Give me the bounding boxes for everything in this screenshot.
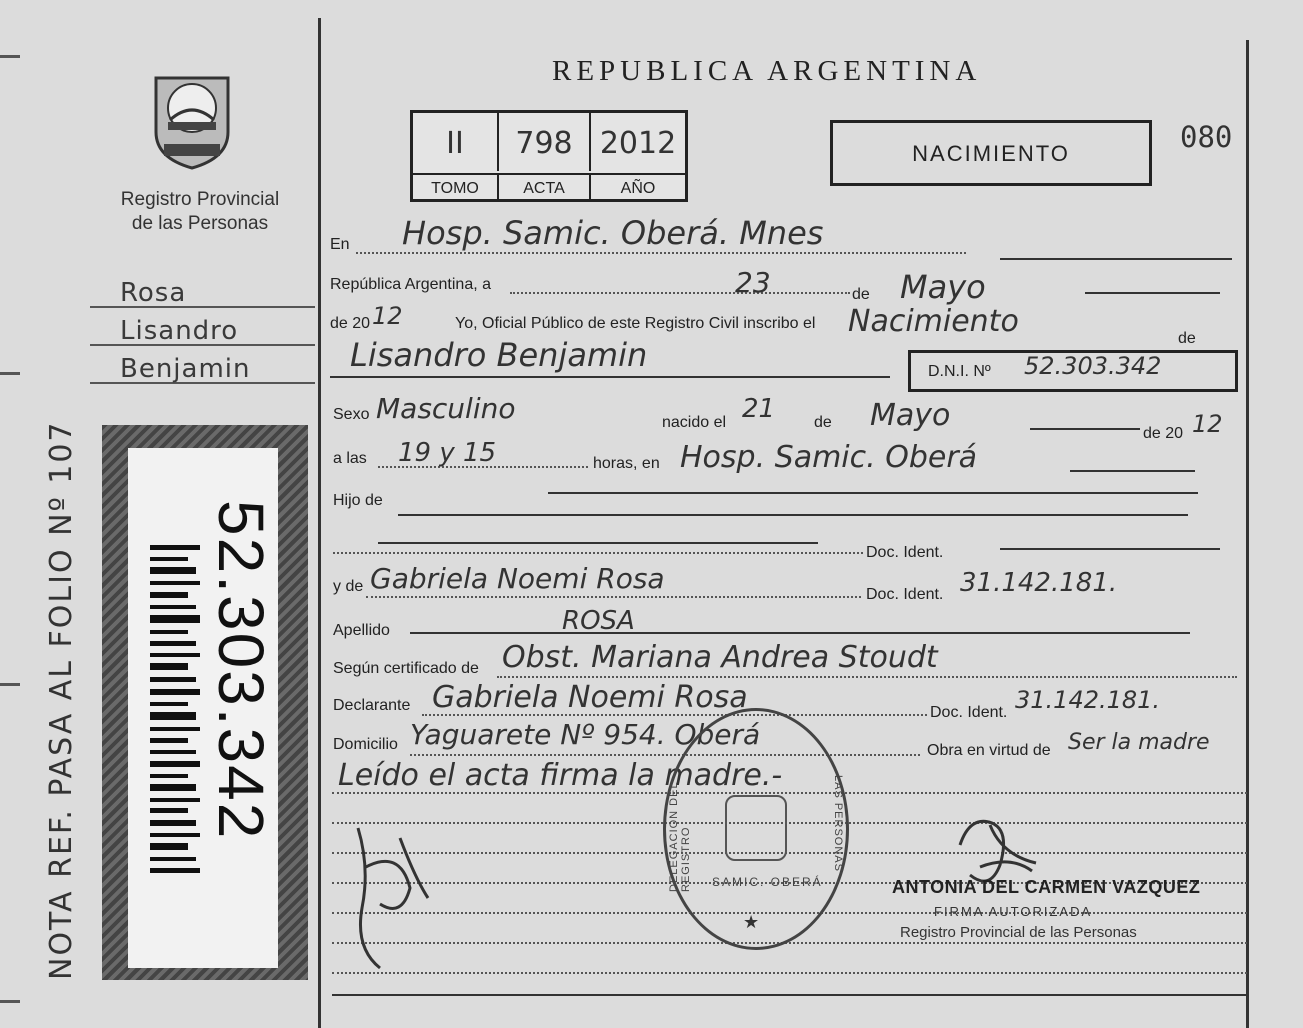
- barcode-bar: [150, 774, 188, 778]
- declarante-label: Declarante: [333, 697, 411, 714]
- sex-value: Masculino: [376, 392, 516, 425]
- yde-label: y de: [333, 578, 364, 595]
- registration-month: Mayo: [900, 268, 986, 306]
- fill-line: [398, 514, 1188, 516]
- republica-label: República Argentina, a: [330, 276, 491, 293]
- barcode-bar: [150, 592, 188, 598]
- record-type: NACIMIENTO: [830, 120, 1152, 186]
- barcode-bar: [150, 653, 200, 657]
- fill-line: [378, 542, 818, 544]
- hijo-label: Hijo de: [333, 492, 383, 509]
- registry-org-name: [95, 188, 305, 236]
- stub-surname: Rosa: [90, 278, 315, 308]
- segun-label: Según certificado de: [333, 660, 479, 677]
- fill-line: [1000, 548, 1220, 550]
- barcode-bar: [150, 605, 196, 609]
- barcode-bar: [150, 641, 196, 646]
- barcode-bar: [150, 750, 196, 754]
- fill-line: [410, 632, 1190, 634]
- binding-mark: [0, 683, 20, 686]
- binding-mark: [0, 372, 20, 375]
- serial-number: 080: [1180, 120, 1233, 154]
- dni-label: D.N.I. Nº: [928, 363, 991, 380]
- declarant-name: Gabriela Noemi Rosa: [432, 680, 748, 715]
- barcode-bar: [150, 545, 200, 550]
- org-line-2: de las Personas: [131, 213, 269, 234]
- obra-label: Obra en virtud de: [927, 742, 1051, 759]
- registration-day: 23: [735, 266, 771, 299]
- registration-year: 12: [372, 302, 403, 330]
- fill-line: [1000, 258, 1232, 260]
- barcode-bar: [150, 761, 200, 767]
- birth-year-prefix: de 20: [1143, 425, 1184, 442]
- barcode-bar: [150, 843, 188, 850]
- barcode-bar: [150, 712, 196, 720]
- misiones-emblem-icon: [146, 70, 238, 170]
- apellido-label: Apellido: [333, 622, 390, 639]
- barcode-bar: [150, 557, 188, 561]
- dotted-line: [333, 552, 863, 554]
- fill-line: [1070, 470, 1195, 472]
- birth-time: 19 y 15: [398, 438, 497, 468]
- binding-mark: [0, 1000, 20, 1003]
- barcode-bar: [150, 784, 196, 791]
- seal-emblem-icon: [725, 795, 787, 861]
- barcode-bar: [150, 615, 200, 623]
- mother-doc: 31.142.181.: [960, 568, 1118, 598]
- de-label-3: de: [814, 414, 832, 431]
- mother-name: Gabriela Noemi Rosa: [370, 562, 665, 595]
- seal-text-bottom: SAMIC. OBERÁ: [712, 875, 823, 889]
- barcode-bar: [150, 677, 196, 682]
- de-label-2: de: [1178, 330, 1196, 347]
- dotted-line: [332, 972, 1247, 974]
- fill-line: [548, 492, 1198, 494]
- declarant-signature-icon: [340, 808, 440, 978]
- dotted-line: [497, 676, 1237, 678]
- binding-mark: [0, 55, 20, 58]
- horas-label: horas, en: [593, 455, 660, 472]
- barcode-bar: [150, 868, 200, 873]
- official-org: Registro Provincial de las Personas: [900, 924, 1137, 941]
- barcode-bar: [150, 798, 200, 802]
- declarant-doc: 31.142.181.: [1015, 686, 1161, 714]
- right-border: [1246, 40, 1249, 1028]
- doc-label: Doc. Ident.: [866, 586, 944, 603]
- side-note-text: NOTA REF. PASA AL FOLIO Nº 107: [44, 420, 79, 980]
- inscribed-act: Nacimiento: [848, 304, 1019, 339]
- birth-place: Hosp. Samic. Oberá: [680, 440, 978, 475]
- dotted-line: [356, 252, 966, 254]
- dotted-line: [332, 942, 1247, 944]
- dni-value: 52.303.342: [1024, 352, 1162, 380]
- country-title: REPUBLICA ARGENTINA: [552, 55, 982, 87]
- closing-note: Leído el acta firma la madre.-: [338, 758, 783, 793]
- sexo-label: Sexo: [333, 406, 370, 423]
- fill-line: [330, 376, 890, 378]
- barcode-bar: [150, 738, 188, 743]
- en-label: En: [330, 236, 350, 253]
- registry-box: [410, 110, 688, 202]
- stub-dni: [205, 500, 282, 920]
- barcode-bar: [150, 630, 188, 634]
- barcode-bar: [150, 581, 200, 585]
- seal-text-right: LAS PERSONAS: [832, 775, 844, 872]
- bottom-rule: [332, 994, 1247, 996]
- stub-dni-number: 52.303.342: [205, 500, 277, 841]
- anio-label: AÑO: [591, 173, 685, 201]
- barcode-bar: [150, 857, 196, 861]
- dotted-line: [410, 754, 920, 756]
- dotted-line: [366, 596, 861, 598]
- acta-label: ACTA: [499, 173, 591, 201]
- surname-value: ROSA: [562, 606, 635, 636]
- barcode-bar: [150, 702, 188, 706]
- barcode-bar: [150, 820, 196, 826]
- person-name: Lisandro Benjamin: [350, 336, 648, 374]
- tomo-value: II: [413, 113, 499, 171]
- doc-label: Doc. Ident.: [866, 544, 944, 561]
- fill-line: [1030, 428, 1140, 430]
- yo-label: Yo, Oficial Público de este Registro Civil inscribo el: [455, 315, 816, 332]
- stub-given-name-1: Lisandro: [90, 316, 315, 346]
- stub-divider: [318, 18, 321, 1028]
- domicilio-label: Domicilio: [333, 736, 398, 753]
- place-of-registration: Hosp. Samic. Oberá. Mnes: [402, 214, 824, 252]
- tomo-label: TOMO: [413, 173, 499, 201]
- acta-value: 798: [499, 113, 591, 171]
- barcode-bar: [150, 689, 200, 695]
- nacido-label: nacido el: [662, 414, 727, 431]
- seal-star-icon: ★: [743, 912, 760, 932]
- year-prefix: de 20: [330, 315, 371, 332]
- certifying-obstetrician: Obst. Mariana Andrea Stoudt: [502, 640, 938, 675]
- anio-value: 2012: [599, 126, 677, 161]
- birth-year: 12: [1192, 410, 1223, 438]
- side-note: [44, 420, 104, 1000]
- official-title: FIRMA AUTORIZADA: [934, 904, 1093, 919]
- address-value: Yaguarete Nº 954. Oberá: [410, 718, 761, 751]
- barcode-bar: [150, 567, 196, 574]
- dotted-line: [510, 292, 850, 294]
- fill-line: [1085, 292, 1220, 294]
- doc-label: Doc. Ident.: [930, 704, 1008, 721]
- seal-text-left: DELEGACION DEL REGISTRO: [668, 781, 692, 892]
- alas-label: a las: [333, 450, 367, 467]
- barcode-bar: [150, 833, 200, 837]
- barcode-bar: [150, 727, 200, 731]
- birth-day: 21: [742, 394, 776, 424]
- acting-capacity: Ser la madre: [1068, 730, 1210, 755]
- official-name: ANTONIA DEL CARMEN VAZQUEZ: [892, 877, 1201, 897]
- barcode-bar: [150, 663, 188, 670]
- stub-given-name-2: Benjamin: [90, 354, 315, 384]
- barcode-bar: [150, 808, 188, 813]
- org-line-1: Registro Provincial: [120, 189, 280, 210]
- birth-month: Mayo: [870, 398, 951, 433]
- de-label: de: [852, 286, 870, 303]
